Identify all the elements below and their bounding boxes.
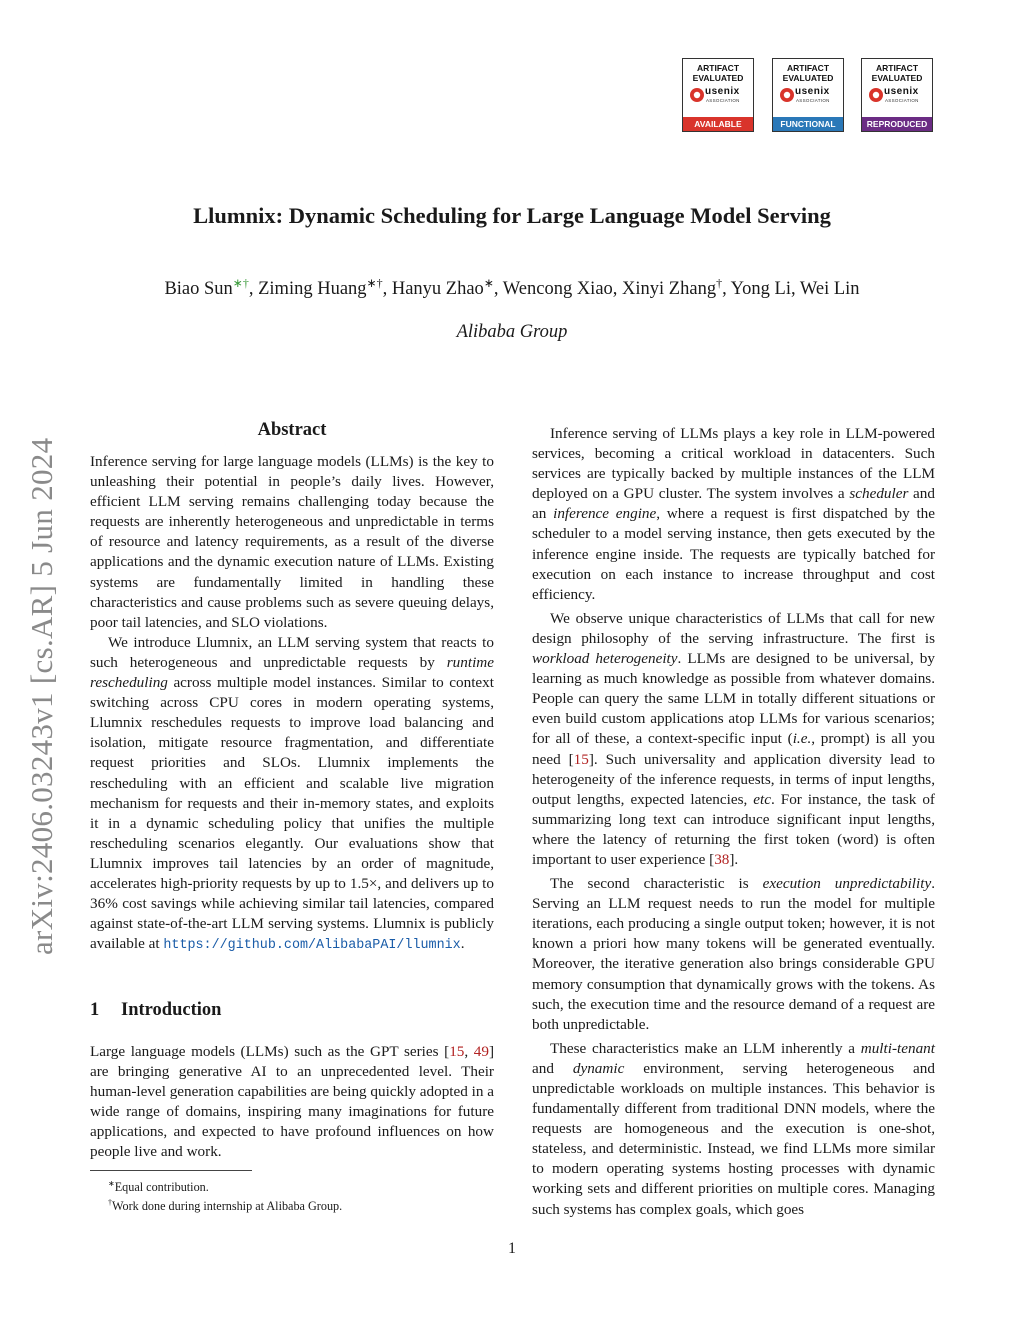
- footnote-equal-contribution: ∗Equal contribution.: [108, 1179, 209, 1195]
- artifact-badge-reproduced: [861, 58, 933, 132]
- author-name: Wei Lin: [799, 279, 860, 300]
- right-paragraph-2: We observe unique characteristics of LLMs that call for new design philosophy of the serving infrastructure. The first is workload heterogeneity. LLMs are designed to be universal, by learning as much knowledge as possible from whatever domains. People can query the same LLM in totally different situations or even build custom applications atop LLMs for various scenarios; for all of these, a context-specific input (i.e., prompt) is all you need [15]. Such universality and application diversity lead to heterogeneity of the inference requests, in terms of input lengths, output lengths, expected latencies, etc. For instance, the task of summarizing long text can introduce significant input lengths, where the latency of returning the first token (word) is often important to user experience [38].: [532, 609, 935, 868]
- github-link[interactable]: https://github.com/AlibabaPAI/llumnix: [163, 938, 461, 954]
- badge-org: usenix: [705, 86, 740, 97]
- footnote-divider: [90, 1170, 252, 1171]
- author-name: Wencong Xiao: [502, 279, 613, 300]
- badge-line1: ARTIFACT: [875, 63, 919, 73]
- right-column-body: [532, 424, 935, 1220]
- badge-line1: ARTIFACT: [786, 63, 830, 73]
- author-name: Xinyi Zhang: [622, 279, 717, 300]
- badge-org-sub: ASSOCIATION: [706, 98, 740, 103]
- artifact-badges: [682, 58, 934, 134]
- author-name: Biao Sun: [164, 279, 233, 300]
- badge-line2: EVALUATED: [782, 73, 834, 83]
- right-paragraph-3: The second characteristic is execution unpredictability. Serving an LLM request needs to run the model for multiple iterations, each producing a single output token; however, it is not known a priori how many tokens will be generated eventually. Moreover, the iterative generation also brings considerable GPU memory consumption that dynamically grows with the tokens. As such, the execution time and the resource demand of a request are both unpredictable.: [532, 875, 935, 1033]
- badge-org-sub: ASSOCIATION: [885, 98, 919, 103]
- badge-status: REPRODUCED: [862, 117, 932, 131]
- section-heading-introduction: [90, 1000, 221, 1021]
- badge-org: usenix: [884, 86, 919, 97]
- paper-title: Llumnix: Dynamic Scheduling for Large Language Model Serving: [193, 203, 831, 228]
- badge-org: usenix: [795, 86, 830, 97]
- citation-link[interactable]: 38: [714, 850, 730, 868]
- citation-link[interactable]: 15: [449, 1043, 465, 1060]
- author-mark: ∗†: [366, 276, 383, 290]
- page-number: 1: [508, 1240, 516, 1257]
- author-mark: †: [716, 276, 723, 290]
- right-paragraph-4: These characteristics make an LLM inherently a multi-tenant and dynamic environment, serving heterogeneous and unpredictable workloads on multiple instances. This behavior is fundamentally different from traditional DNN models, where the requests are homogeneous and the execution is one-shot, stateless, and deterministic. Instead, we find LLMs more similar to modern operating systems hosting processes with dynamic working sets and different priorities on multiple cores. Managing such systems has complex goals, which goes: [532, 1039, 935, 1218]
- abstract-paragraph-2: We introduce Llumnix, an LLM serving system that reacts to such heterogeneous and unpredictable requests by runtime rescheduling across multiple model instances. Similar to context switching across CPU cores in modern operating systems, Llumnix reschedules requests to improve load balancing and isolation, mitigate resource fragmentation, and differentiate request priorities and SLOs. Llumnix implements the rescheduling with an efficient and scalable live migration mechanism for requests and their in-memory states, and exploits it in a dynamic scheduling policy that unifies the multiple rescheduling scenarios elegantly. Our evaluations show that Llumnix improves tail latencies by an order of magnitude, accelerates high-priority requests by up to 1.5×, and delivers up to 36% cost savings while achieving similar tail latencies, compared against state-of-the-art LLM serving systems. Llumnix is publicly available at https://github.com/AlibabaPAI/llumnix.: [90, 633, 494, 954]
- section-title: Introduction: [121, 1000, 222, 1020]
- badge-line2: EVALUATED: [692, 73, 744, 83]
- badge-status: AVAILABLE: [683, 117, 753, 131]
- artifact-badge-available: [682, 58, 754, 132]
- intro-paragraph-1: Large language models (LLMs) such as the GPT series [15, 49] are bringing generative AI to an unprecedented level. Their human-level generation capabilities are being quickly adopted in a wide range of domains, inspiring many imaginations for future applications, and expected to have profound influences on how people live and work.: [90, 1043, 495, 1161]
- citation-link[interactable]: 49: [473, 1043, 489, 1060]
- author-mark: ∗: [483, 276, 494, 290]
- author-name: Hanyu Zhao: [391, 279, 484, 300]
- author-list: Biao Sun∗†, Ziming Huang∗†, Hanyu Zhao∗, Wencong Xiao, Xinyi Zhang†, Yong Li, Wei Lin: [164, 276, 860, 300]
- badge-org-sub: ASSOCIATION: [796, 98, 830, 103]
- author-name: Yong Li: [730, 279, 791, 300]
- badge-line1: ARTIFACT: [696, 63, 740, 73]
- introduction-body: [90, 1042, 494, 1163]
- abstract-heading: Abstract: [257, 420, 327, 440]
- abstract-body: [90, 452, 494, 956]
- section-number: 1: [90, 1000, 100, 1020]
- citation-link[interactable]: 15: [573, 750, 589, 768]
- author-mark: ∗†: [232, 276, 249, 290]
- author-name: Ziming Huang: [258, 279, 367, 300]
- badge-line2: EVALUATED: [871, 73, 923, 83]
- right-paragraph-1: Inference serving of LLMs plays a key role in LLM-powered services, becoming a critical workload in datacenters. Such services are typically backed by multiple instances of the LLM deployed on a GPU cluster. The system involves a scheduler and an inference engine, where a request is first dispatched by the scheduler to a model serving instance, then gets executed by the inference engine inside. The requests are typically batched for execution on each instance to increase throughput and cost efficiency.: [532, 425, 936, 603]
- artifact-badge-functional: [772, 58, 844, 132]
- footnotes: [108, 1176, 342, 1214]
- footnote-internship: †Work done during internship at Alibaba Group.: [108, 1198, 343, 1214]
- arxiv-identifier: arXiv:2406.03243v1 [cs.AR] 5 Jun 2024: [24, 437, 59, 955]
- affiliation: Alibaba Group: [456, 322, 568, 342]
- abstract-paragraph-1: Inference serving for large language models (LLMs) is the key to unleashing their potential in people’s daily lives. However, efficient LLM serving remains challenging today because the requests are inherently heterogeneous and unpredictable in terms of resource and latency requirements, as a result of the diverse applications and the dynamic execution nature of LLMs. Existing systems are fundamentally limited in handling these characteristics and cause problems such as severe queuing delays, poor tail latencies, and SLO violations.: [90, 453, 494, 631]
- badge-status: FUNCTIONAL: [773, 117, 843, 131]
